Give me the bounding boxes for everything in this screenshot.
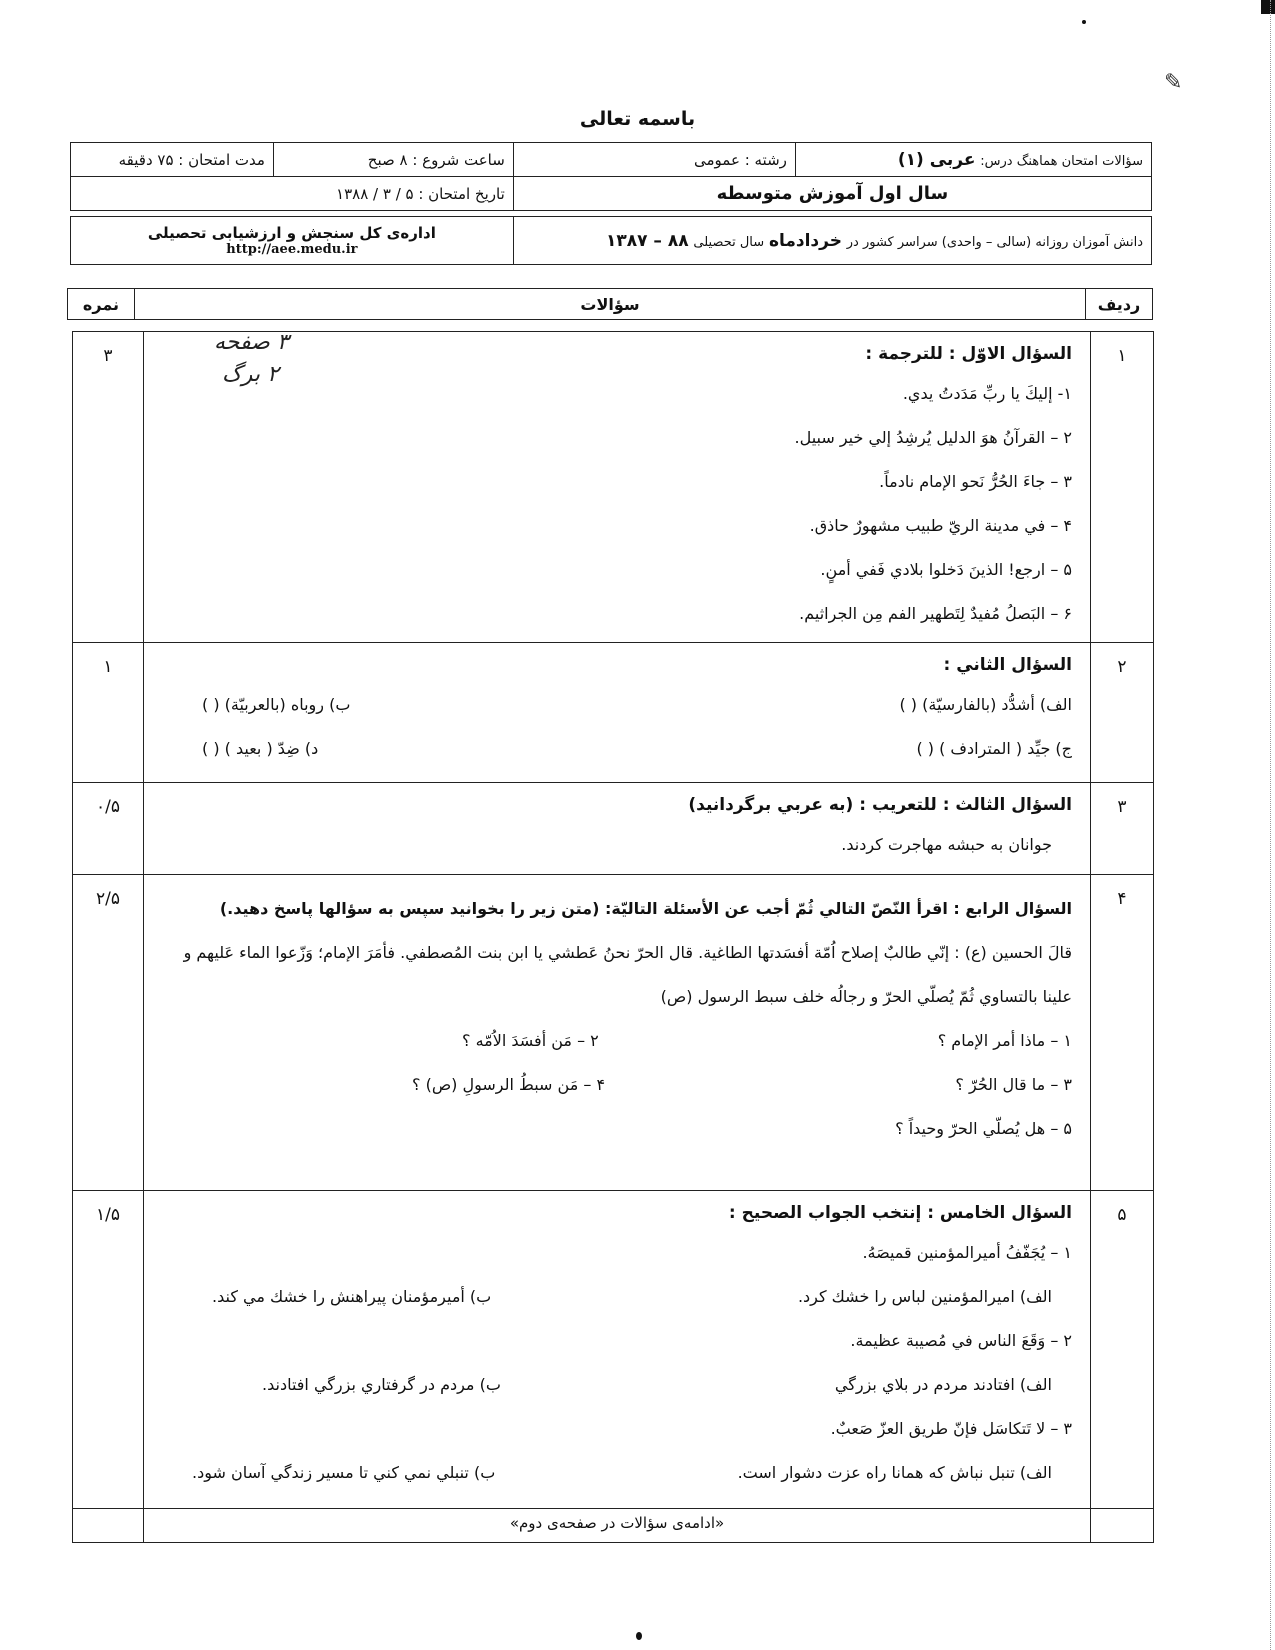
answer-row	[162, 727, 1072, 771]
page-title: باسمه تعالی	[579, 108, 696, 130]
question-score: ۱/۵	[73, 1191, 144, 1509]
question-score: ۳	[73, 332, 144, 643]
sub-question: ۵ – هل يُصلّي الحرّ وحيداً ؟	[895, 1119, 1072, 1138]
item-c: ج) جيِّد ( المترادف ) ( )	[916, 739, 1072, 758]
sentence: ۱ – يُجَفّفُ أميرالمؤمنين قميصَهُ.	[862, 1243, 1072, 1262]
students-cell	[513, 217, 1151, 265]
continued-note: «ادامه‌ی سؤالات در صفحه‌ی دوم»	[144, 1509, 1091, 1543]
question-content	[144, 783, 1091, 875]
question-score: ۱	[73, 643, 144, 783]
scan-dot	[636, 1632, 642, 1640]
sub-question: ۴ – مَن سبطُ الرسولِ (ص) ؟	[412, 1075, 606, 1094]
list-item: ۶ – البَصلُ مُفيدٌ لِتَطهير الفم مِن الجراثيم.	[799, 604, 1072, 623]
question-title: السؤال الرابع : اقرأ النّصّ التالي ثُمّ أجب عن الأسئلة التاليّة: (متن زير را بخوانيد سپس به سؤالها پاسخ دهيد.)	[219, 899, 1072, 918]
question-row	[73, 783, 1154, 875]
question-row	[73, 643, 1154, 783]
question-score: ۲/۵	[73, 875, 144, 1191]
sub-question: ۱ – ماذا أمر الإمام ؟	[937, 1031, 1072, 1050]
reading-passage: قالَ الحسين (ع) : إنّي طالبٌ إصلاح اُمّة أفسَدتها الطاغية. قال الحرّ نحنُ عَطشي يا ابن بنت المُصطفي. فأمَرَ الإمام؛ وَزّعوا الماء عَليهم و علينا بالتساوي ثُمّ يُصلّي الحرّ و رجالُه خلف سبط الرسول (ص)	[183, 943, 1072, 1006]
office-name: اداره‌ی کل سنجش و ارزشیابی تحصیلی	[147, 224, 436, 242]
question-score: ۰/۵	[73, 783, 144, 875]
column-header	[67, 288, 1153, 320]
sub-question: ۲ – مَن أفسَدَ الاُمّه ؟	[462, 1031, 599, 1050]
exam-month: خردادماه	[768, 230, 842, 251]
list-item: ۵ – ارجع! الذينَ دَخلوا بلادي فَفي أمنٍ.	[820, 560, 1072, 579]
col-questions: سؤالات	[135, 289, 1086, 320]
question-text: جوانان به حبشه مهاجرت كردند.	[841, 835, 1052, 854]
item-a: الف) أشدُّد (بالفارسيّة) ( )	[899, 695, 1072, 714]
answer-row	[162, 683, 1072, 727]
options-row	[162, 1275, 1072, 1319]
question-row	[73, 875, 1154, 1191]
col-score: نمره	[68, 289, 135, 320]
options-row	[162, 1451, 1072, 1495]
question-pair	[162, 1063, 1072, 1107]
sentence: ۳ – لا تَتكاسَل فإنّ طريق العزّ صَعبٌ.	[830, 1419, 1072, 1438]
question-pair	[162, 1019, 1072, 1063]
office-url[interactable]: http://aee.medu.ir	[226, 242, 358, 257]
question-content	[144, 875, 1091, 1191]
option-b: ب) أميرمؤمنان پيراهنش را خشك مي كند.	[212, 1287, 492, 1306]
list-item: ۲ – القرآنُ هوَ الدليل يُرشِدُ إلي خير سبيل.	[794, 428, 1072, 447]
sub-question: ۳ – ما قال الحُرّ ؟	[955, 1075, 1072, 1094]
question-number: ۳	[1091, 783, 1154, 875]
scan-dot	[1082, 20, 1086, 24]
sentence: ۲ – وَقَعَ الناس في مُصيبة عظيمة.	[850, 1331, 1072, 1350]
footer-row	[73, 1509, 1154, 1543]
list-item: ۱- إليكَ يا ربِّ مَدَدتُ يدي.	[902, 384, 1072, 403]
grade-cell: سال اول آموزش متوسطه	[513, 177, 1151, 211]
subject-value: عربی (۱)	[897, 149, 976, 170]
field-cell: رشته : عمومی	[513, 143, 795, 177]
questions-table	[72, 331, 1154, 1543]
item-d: د) ضِدّ ( بعيد ) ( )	[202, 739, 319, 758]
list-item: ۳ – جاءَ الحُرُّ نَحو الإمام نادماً.	[879, 472, 1072, 491]
question-row	[73, 1191, 1154, 1509]
list-item: ۴ – في مدينة الريّ طبيب مشهورٌ حاذق.	[809, 516, 1072, 535]
question-title: السؤال الثالث : للتعريب : (به عربي برگردانيد)	[688, 795, 1072, 815]
duration-cell: مدت امتحان : ۷۵ دقیقه	[71, 143, 274, 177]
question-number: ۵	[1091, 1191, 1154, 1509]
options-row	[162, 1363, 1072, 1407]
office-cell	[71, 217, 514, 265]
subject-label: سؤالات امتحان هماهنگ درس:	[980, 153, 1143, 169]
question-content	[144, 1191, 1091, 1509]
school-year: ۸۸ – ۱۳۸۷	[605, 230, 689, 251]
option-a: الف) افتادند مردم در بلاي بزرگي	[834, 1375, 1052, 1394]
question-content	[144, 643, 1091, 783]
scan-speck-icon: ✎	[1164, 70, 1183, 95]
scan-edge-line	[1268, 0, 1271, 1650]
subject-cell	[795, 143, 1151, 177]
handwritten-note: ۲ برگ	[222, 362, 279, 387]
question-title: السؤال الثاني :	[943, 655, 1072, 675]
question-title: السؤال الاوّل : للترجمة :	[865, 344, 1072, 364]
exam-header	[70, 142, 1152, 265]
year-label: سال تحصیلی	[693, 234, 765, 250]
question-number: ۱	[1091, 332, 1154, 643]
item-b: ب) روباه (بالعربيّة) ( )	[202, 695, 351, 714]
option-b: ب) مردم در گرفتاري بزرگي افتادند.	[262, 1375, 501, 1394]
exam-date-cell: تاریخ امتحان : ۵ / ۳ / ۱۳۸۸	[71, 177, 514, 211]
option-a: الف) تنبل نباش كه همانا راه عزت دشوار است.	[737, 1463, 1052, 1482]
option-b: ب) تنبلي نمي كني تا مسير زندگي آسان شود.	[192, 1463, 496, 1482]
start-time-cell: ساعت شروع : ۸ صبح	[273, 143, 513, 177]
question-number: ۲	[1091, 643, 1154, 783]
question-number: ۴	[1091, 875, 1154, 1191]
question-title: السؤال الخامس : إنتخب الجواب الصحيح :	[728, 1203, 1072, 1223]
col-row: ردیف	[1086, 289, 1153, 320]
handwritten-note: ۳ صفحه	[214, 330, 289, 355]
option-a: الف) اميرالمؤمنين لباس را خشك كرد.	[797, 1287, 1052, 1306]
question-content	[144, 332, 1091, 643]
students-line: دانش آموزان روزانه (سالی – واحدی) سراسر کشور در	[846, 234, 1143, 250]
